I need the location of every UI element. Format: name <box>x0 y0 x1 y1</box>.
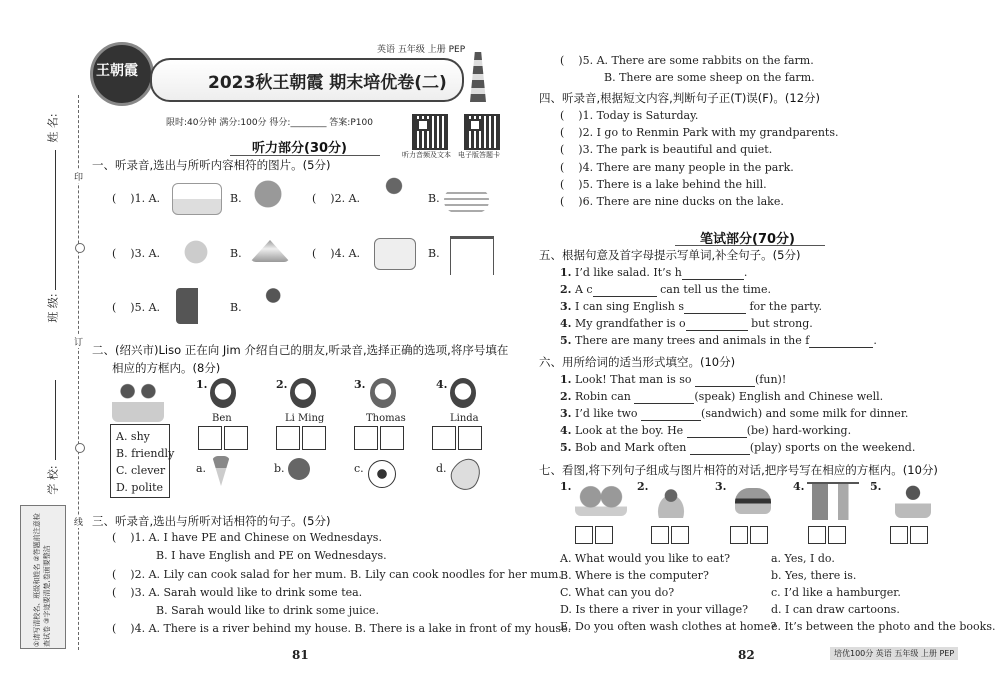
answer-box[interactable] <box>890 526 908 544</box>
s7-boxes-5 <box>890 526 930 544</box>
picture-sandwich <box>250 240 290 262</box>
person-1-num: 1. <box>196 378 208 391</box>
q-pre: Look at the boy. He <box>574 424 684 437</box>
binding-mark-yin: 印 <box>74 170 83 183</box>
name-line <box>55 150 56 220</box>
q-text: )3. The park is beautiful and quiet. <box>578 143 773 156</box>
answer-boxes-linda <box>432 426 484 450</box>
answer-blank[interactable] <box>695 373 755 387</box>
avatar-thomas <box>370 378 396 408</box>
answer-box[interactable] <box>224 426 248 450</box>
person-2-name: Li Ming <box>285 413 325 424</box>
q-num: 2. <box>560 283 572 296</box>
s2-title-cont: 相应的方框内。(8分) <box>112 361 221 375</box>
brand-logo-text: 王朝霞 <box>96 63 138 79</box>
binding-mark-xian: 线 <box>74 515 83 528</box>
listening-heading: 听力部分(30分) <box>252 141 347 156</box>
answer-box[interactable] <box>651 526 669 544</box>
q-pre: Look! That man is so <box>574 373 692 386</box>
q-pre: A c <box>574 283 593 296</box>
qr-answer-caption: 电子版答题卡 <box>458 151 500 159</box>
s6-item-4 <box>560 424 851 438</box>
page-number-82: 82 <box>738 648 755 662</box>
q-post: but strong. <box>751 317 813 330</box>
q-num: 5. <box>560 334 572 347</box>
q-text: )4. A. There is a river behind my house. B. There is a lake in front of my house. <box>130 622 572 635</box>
right-page <box>525 0 1000 694</box>
s5-item-5 <box>560 334 877 348</box>
q-text: )3. A. Sarah would like to drink some tea. <box>130 586 363 599</box>
answer-box[interactable] <box>302 426 326 450</box>
q-post: (fun)! <box>755 373 787 386</box>
s1-q2: ( )2. A. <box>312 192 361 205</box>
s3-q1a: ( )1. A. I have PE and Chinese on Wednesdays. <box>112 531 382 544</box>
s1-q5-b: B. <box>230 301 242 314</box>
s1-q3: ( )3. A. <box>112 247 161 260</box>
answer-box[interactable] <box>808 526 826 544</box>
s6-item-3 <box>560 407 908 421</box>
answer-blank[interactable] <box>690 441 750 455</box>
answer-blank[interactable] <box>809 334 873 348</box>
q-num: 3. <box>560 407 572 420</box>
q-post: . <box>743 266 748 279</box>
s7-question-b: B. Where is the computer? <box>560 569 709 582</box>
soccer-ball-icon <box>368 460 396 488</box>
q-num: 1. <box>560 266 572 279</box>
picture-washing-machine <box>374 238 416 270</box>
picture-washing-clothes <box>651 486 691 518</box>
avatar-linda <box>450 378 476 408</box>
qr-answer-sheet-icon[interactable] <box>464 114 500 150</box>
binding-circle <box>75 243 85 253</box>
answer-box[interactable] <box>354 426 378 450</box>
q-post: (be) hard-working. <box>746 424 852 437</box>
tips-text: ①请写清校名、班级和姓名 ②答题前注意检查试卷 ③字迹要清楚,卷面要整洁 <box>33 513 51 647</box>
answer-box[interactable] <box>671 526 689 544</box>
s5-item-3 <box>560 300 822 314</box>
school-line <box>55 380 56 460</box>
q-text: )1. Today is Saturday. <box>578 109 699 122</box>
s6-title: 六、用所给词的适当形式填空。(10分) <box>539 355 736 369</box>
q-num: 5. <box>560 441 572 454</box>
s7-num-5: 5. <box>870 480 882 493</box>
option-a: A. shy <box>116 430 150 443</box>
answer-blank[interactable] <box>686 317 748 331</box>
answer-blank[interactable] <box>634 390 694 404</box>
picture-boy-computer <box>176 288 216 324</box>
footer-series: 培优100分 英语 五年级 上册 PEP <box>830 647 958 660</box>
answer-blank[interactable] <box>687 424 747 438</box>
r-q5a: ( )5. A. There are some rabbits on the farm. <box>560 54 814 67</box>
answer-box[interactable] <box>595 526 613 544</box>
q-label: )2. A. <box>330 192 361 205</box>
s7-boxes-2 <box>651 526 691 544</box>
ping-pong-paddle-icon <box>288 458 310 480</box>
class-label: 班 级: <box>46 293 60 323</box>
s1-q4-b: B. <box>428 247 440 260</box>
picture-desk <box>450 236 494 275</box>
s7-title: 七、看图,将下列句子组成与图片相符的对话,把序号写在相应的方框内。(10分) <box>539 463 938 477</box>
q-num: 1. <box>560 373 572 386</box>
answer-boxes-ben <box>198 426 250 450</box>
s7-answer-a: a. Yes, I do. <box>771 552 835 565</box>
grade-meta: 英语 五年级 上册 PEP <box>377 45 466 55</box>
q-num: 2. <box>560 390 572 403</box>
q-post: for the party. <box>749 300 822 313</box>
name-label: 姓 名: <box>46 113 60 143</box>
s5-item-4 <box>560 317 813 331</box>
picture-swimming <box>444 188 489 213</box>
q-pre: I’d like two <box>574 407 638 420</box>
picture-village-river <box>575 484 627 516</box>
s7-answer-d: d. I can draw cartoons. <box>771 603 900 616</box>
q-pre: My grandfather is o <box>574 317 686 330</box>
s4-title: 四、听录音,根据短文内容,判断句子正(T)误(F)。(12分) <box>539 91 821 105</box>
class-line <box>55 220 56 290</box>
page-number-81: 81 <box>292 648 309 662</box>
picture-trees <box>248 180 288 220</box>
answer-box[interactable] <box>380 426 404 450</box>
q-pre: There are many trees and animals in the f <box>574 334 810 347</box>
q-text: )2. A. Lily can cook salad for her mum. B. Lily can cook noodles for her mum. <box>130 568 562 581</box>
option-b: B. friendly <box>116 447 175 460</box>
option-c: C. clever <box>116 464 166 477</box>
person-3-name: Thomas <box>366 413 406 424</box>
s1-title: 一、听录音,选出与所听内容相符的图片。(5分) <box>92 158 331 172</box>
s7-answer-c: c. I’d like a hamburger. <box>771 586 901 599</box>
lighthouse-icon <box>470 52 486 102</box>
q-post: (sandwich) and some milk for dinner. <box>701 407 909 420</box>
listening-heading-rule <box>230 155 380 156</box>
s7-boxes-3 <box>730 526 770 544</box>
picture-friends-group <box>112 378 164 422</box>
q-pre: Bob and Mark often <box>574 441 687 454</box>
q-text: )5. A. There are some rabbits on the farm. <box>578 54 814 67</box>
q-post: . <box>873 334 877 347</box>
answer-box[interactable] <box>575 526 593 544</box>
answer-box[interactable] <box>910 526 928 544</box>
s4-item-5: ( )5. There is a lake behind the hill. <box>560 178 767 191</box>
person-3-num: 3. <box>354 378 366 391</box>
binding-mark-ding: 订 <box>74 335 83 348</box>
q-num: 4. <box>560 424 572 437</box>
person-4-name: Linda <box>450 413 479 424</box>
answer-box[interactable] <box>198 426 222 450</box>
s1-q1-b: B. <box>230 192 242 205</box>
s6-item-2 <box>560 390 883 404</box>
s7-num-2: 2. <box>637 480 649 493</box>
q-label: )1. A. <box>130 192 161 205</box>
q-text: )2. I go to Renmin Park with my grandparents. <box>578 126 839 139</box>
object-c-label: c. <box>354 462 364 475</box>
ice-cream-icon <box>212 456 230 486</box>
qr-audio-caption: 听力音频及文本 <box>402 151 451 159</box>
answer-box[interactable] <box>730 526 748 544</box>
answer-blank[interactable] <box>641 407 701 421</box>
answer-box[interactable] <box>458 426 482 450</box>
q-label: )5. A. <box>130 301 161 314</box>
person-4-num: 4. <box>436 378 448 391</box>
s7-question-d: D. Is there a river in your village? <box>560 603 749 616</box>
answer-blank[interactable] <box>593 283 657 297</box>
s4-item-2: ( )2. I go to Renmin Park with my grandparents. <box>560 126 839 139</box>
q-num: 4. <box>560 317 572 330</box>
answer-box[interactable] <box>750 526 768 544</box>
s3-q4: ( )4. A. There is a river behind my house. B. There is a lake in front of my house. <box>112 622 572 635</box>
s4-item-6: ( )6. There are nine ducks on the lake. <box>560 195 784 208</box>
q-pre: I’d like salad. It’s h <box>574 266 682 279</box>
q-pre: I can sing English s <box>574 300 684 313</box>
q-text: )4. There are many people in the park. <box>578 161 794 174</box>
answer-box[interactable] <box>828 526 846 544</box>
s4-item-3: ( )3. The park is beautiful and quiet. <box>560 143 773 156</box>
picture-computer-desk <box>807 482 859 520</box>
binding-circle <box>75 443 85 453</box>
picture-girl-dancing <box>378 176 410 221</box>
q-text: )6. There are nine ducks on the lake. <box>578 195 784 208</box>
option-d: D. polite <box>116 481 164 494</box>
s7-question-a: A. What would you like to eat? <box>560 552 731 565</box>
hamburger-icon <box>735 488 771 514</box>
answer-boxes-thomas <box>354 426 406 450</box>
s3-q3b: B. Sarah would like to drink some juice. <box>156 604 379 617</box>
r-q5b: B. There are some sheep on the farm. <box>604 71 815 84</box>
s4-item-4: ( )4. There are many people in the park. <box>560 161 794 174</box>
q-pre: Robin can <box>574 390 631 403</box>
s7-num-3: 3. <box>715 480 727 493</box>
s5-item-1 <box>560 266 747 280</box>
s3-q3a: ( )3. A. Sarah would like to drink some tea. <box>112 586 363 599</box>
s1-q3-b: B. <box>230 247 242 260</box>
picture-girl-drawing <box>895 482 931 518</box>
s7-answer-e: e. It’s between the photo and the books. <box>771 620 996 633</box>
s7-question-c: C. What can you do? <box>560 586 675 599</box>
q-label: )4. A. <box>330 247 361 260</box>
q-post: (speak) English and Chinese well. <box>694 390 884 403</box>
q-post: (play) sports on the weekend. <box>749 441 916 454</box>
person-1-name: Ben <box>212 413 232 424</box>
s6-item-5 <box>560 441 915 455</box>
avatar-ben <box>210 378 236 408</box>
q-text: )1. A. I have PE and Chinese on Wednesdays. <box>130 531 382 544</box>
person-2-num: 2. <box>276 378 288 391</box>
answer-blank[interactable] <box>684 300 746 314</box>
object-a-label: a. <box>196 462 207 475</box>
avatar-li-ming <box>290 378 316 408</box>
picture-food <box>178 235 214 269</box>
picture-house <box>172 183 222 215</box>
object-b-label: b. <box>274 462 285 475</box>
written-heading: 笔试部分(70分) <box>700 232 795 247</box>
q-num: 3. <box>560 300 572 313</box>
s5-item-2 <box>560 283 771 297</box>
s5-title: 五、根据句意及首字母提示写单词,补全句子。(5分) <box>539 248 801 262</box>
q-post: can tell us the time. <box>660 283 771 296</box>
s4-item-1: ( )1. Today is Saturday. <box>560 109 699 122</box>
s1-q2-b: B. <box>428 192 440 205</box>
object-d-label: d. <box>436 462 447 475</box>
s1-q4: ( )4. A. <box>312 247 361 260</box>
q-text: )5. There is a lake behind the hill. <box>578 178 767 191</box>
page-title: 2023秋王朝霞 期末培优卷(二) <box>208 73 447 93</box>
answer-box[interactable] <box>432 426 456 450</box>
answer-blank[interactable] <box>682 266 744 280</box>
school-label: 学 校: <box>46 465 60 495</box>
picture-boy-drawing <box>248 286 290 324</box>
s1-q5: ( )5. A. <box>112 301 161 314</box>
answer-box[interactable] <box>276 426 300 450</box>
s3-title: 三、听录音,选出与所听对话相符的句子。(5分) <box>92 514 331 528</box>
s7-question-e: E. Do you often wash clothes at home? <box>560 620 777 633</box>
s1-q1: ( )1. A. <box>112 192 161 205</box>
qr-audio-icon[interactable] <box>412 114 448 150</box>
q-label: )3. A. <box>130 247 161 260</box>
s2-title: 二、(绍兴市)Liso 正在向 Jim 介绍自己的朋友,听录音,选择正确的选项,将序号填在 <box>92 343 509 357</box>
s6-item-1 <box>560 373 786 387</box>
s7-num-1: 1. <box>560 480 572 493</box>
s3-q2: ( )2. A. Lily can cook salad for her mum. B. Lily can cook noodles for her mum. <box>112 568 562 581</box>
s7-num-4: 4. <box>793 480 805 493</box>
written-heading-rule <box>675 245 825 246</box>
answer-boxes-li-ming <box>276 426 328 450</box>
s7-boxes-1 <box>575 526 615 544</box>
s3-q1b: B. I have English and PE on Wednesdays. <box>156 549 387 562</box>
pipa-instrument-icon <box>446 453 486 495</box>
s7-boxes-4 <box>808 526 848 544</box>
s7-answer-b: b. Yes, there is. <box>771 569 857 582</box>
exam-info: 限时:40分钟 满分:100分 得分:________ 答案:P100 <box>166 118 373 128</box>
